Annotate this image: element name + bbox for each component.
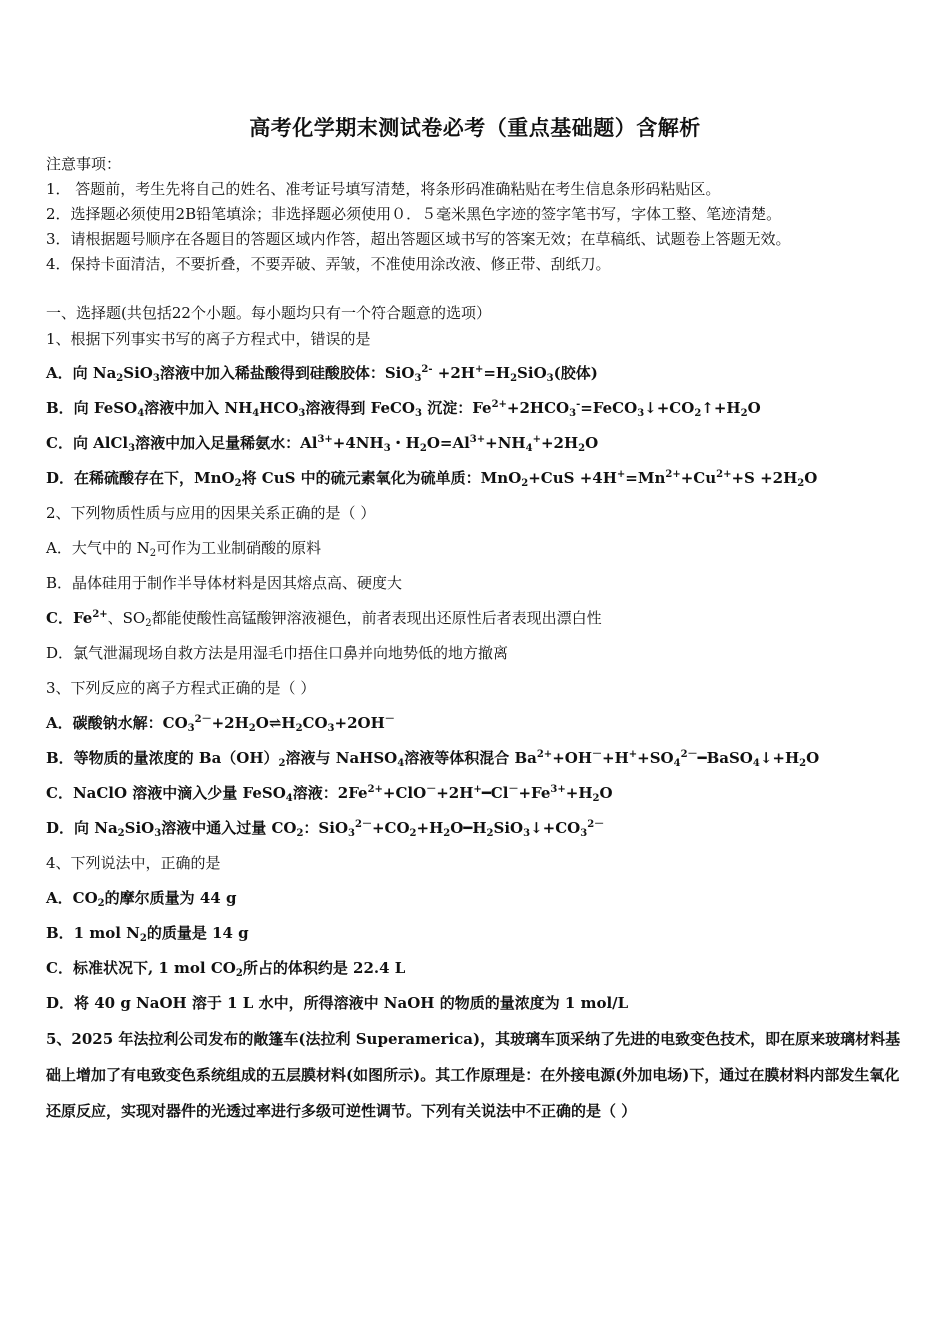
notice-item-3: 3．请根据题号顺序在各题目的答题区域内作答，超出答题区域书写的答案无效；在草稿纸、试题卷上答题无效。 <box>46 230 791 248</box>
question-2-option-b: B．晶体硅用于制作半导体材料是因其熔点高、硬度大 <box>46 574 403 592</box>
question-1-option-d: D．在稀硫酸存在下，MnO$_2$将 CuS 中的硫元素氧化为硫单质：$MnO_2+CuS +4H^+=Mn^{2+}+Cu^{2+}+S +2H_2O$ <box>46 469 818 489</box>
page-title: 高考化学期末测试卷必考（重点基础题）含解析 <box>249 115 701 140</box>
question-1-stem: 1、根据下列事实书写的离子方程式中，错误的是 <box>46 330 371 348</box>
question-3-option-a: A．碳酸钠水解：$CO_3^{2-}+2H_2O\rightleftharpoons H_2CO_3+2OH^-$ <box>46 714 395 734</box>
question-2-option-c: C．$Fe^{2+}$、$SO_2$都能使酸性高锰酸钾溶液褪色，前者表现出还原性后者表现出漂白性 <box>46 609 602 629</box>
notice-heading: 注意事项： <box>46 155 122 173</box>
question-3-option-c: C．NaClO 溶液中滴入少量 FeSO$_4$溶液：$2Fe^{2+}+ClO^-+2H^+━Cl^-+Fe^{3+}+H_2O$ <box>46 784 613 804</box>
question-3-option-d: D．向 $Na_2SiO_3$溶液中通入过量 $CO_2$：$SiO_3^{2-}+CO_2+H_2O━H_2SiO_3↓+CO_3^{2-}$ <box>46 819 605 839</box>
question-4-stem: 4、下列说法中，正确的是 <box>46 854 221 872</box>
notice-item-1: 1． 答题前，考生先将自己的姓名、准考证号填写清楚，将条形码准确粘贴在考生信息条形码粘贴区。 <box>46 180 721 198</box>
question-3-stem: 3、下列反应的离子方程式正确的是（ ） <box>46 679 316 697</box>
question-1-option-c: C．向 AlCl$_3$溶液中加入足量稀氨水：$Al^{3+}+4NH_3$・$H_2O=Al^{3+}+NH_4^++2H_2O$ <box>46 434 599 454</box>
question-4-option-c: C．标准状况下, 1 mol $CO_2$所占的体积约是 22.4 L <box>46 959 406 979</box>
notice-item-2: 2．选择题必须使用2B铅笔填涂；非选择题必须使用０．５毫米黑色字迹的签字笔书写，字体工整、笔迹清楚。 <box>46 205 782 223</box>
question-2-option-d: D．氯气泄漏现场自救方法是用湿毛巾捂住口鼻并向地势低的地方撤离 <box>46 644 509 662</box>
question-4-option-a: A．$CO_2$的摩尔质量为 44 g <box>46 889 237 909</box>
question-2-option-a: A．大气中的 $N_2$可作为工业制硝酸的原料 <box>46 539 322 559</box>
question-5-stem: 5、2025 年法拉利公司发布的敞篷车(法拉利 Superamerica)，其玻璃车顶采纳了先进的电致变色技术，即在原来玻璃材料基础上增加了有电致变色系统组成的五层膜材料(如图所示)。其工作原理是：在外接电源(外加电场)下，通过在膜材料内部发生氧化还原反应，实现对器件的光透过率进行多级可逆性调节。下列有关说法中不正确的是（ ） <box>46 1030 901 1120</box>
question-2-stem: 2、下列物质性质与应用的因果关系正确的是（ ） <box>46 504 376 522</box>
question-4-option-b: B．1 mol $N_2$的质量是 14 g <box>46 924 249 944</box>
question-1-option-b: B．向 FeSO$_4$溶液中加入 $NH_4HCO_3$溶液得到 FeCO$_3$ 沉淀：$Fe^{2+}+2HCO_3^-=FeCO_3↓+CO_2↑+H_2O$ <box>46 399 761 419</box>
question-4-option-d: D．将 40 g NaOH 溶于 1 L 水中，所得溶液中 NaOH 的物质的量浓度为 1 mol/L <box>46 994 629 1012</box>
section-heading: 一、选择题(共包括22个小题。每小题均只有一个符合题意的选项） <box>46 304 491 322</box>
question-3-option-b: B．等物质的量浓度的 $Ba(OH)_2$溶液与 NaHSO$_4$溶液等体积混合 $Ba^{2+}+OH^-+H^++SO_4^{2-}━BaSO_4↓+H_2O$ <box>46 749 820 769</box>
notice-item-4: 4．保持卡面清洁，不要折叠，不要弄破、弄皱，不准使用涂改液、修正带、刮纸刀。 <box>46 255 611 273</box>
question-1-option-a: A．向 $Na_2SiO_3$溶液中加入稀盐酸得到硅酸胶体：$SiO_3^{2-} +2H^+=H_2SiO_3$(胶体) <box>46 364 598 384</box>
